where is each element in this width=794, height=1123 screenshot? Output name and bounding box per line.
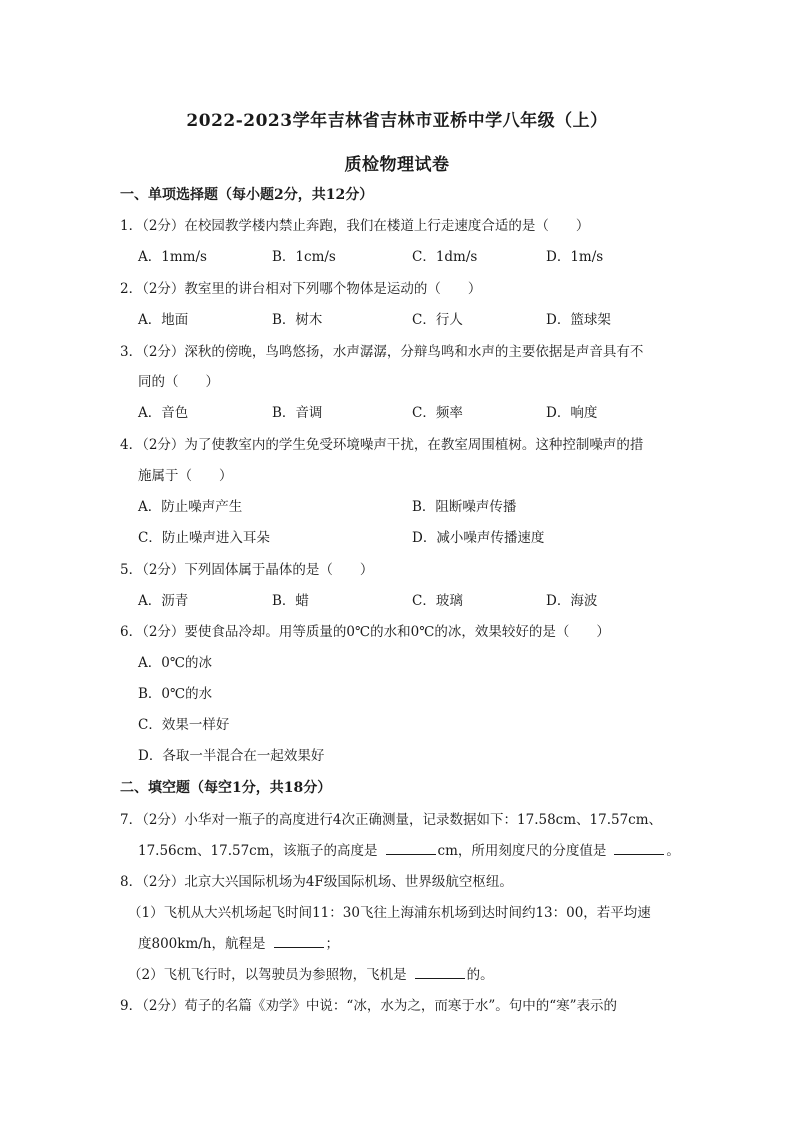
question-number: 6．	[120, 624, 143, 640]
question-text: （2分）为了使教室内的学生免受环境噪声干扰，在教室周围植树。这种控制噪声的措	[142, 437, 644, 453]
exam-title-line1: 2022-2023学年吉林省吉林市亚桥中学八年级（上）	[186, 111, 608, 131]
question-text: ；	[325, 936, 339, 952]
option-b: B．蜡	[272, 593, 309, 609]
option-d: D．减小噪声传播速度	[412, 530, 545, 546]
option-a: A．地面	[138, 312, 189, 328]
question-text: cm，所用刻度尺的分度值是	[437, 843, 607, 859]
question-text: （2分）在校园教学楼内禁止奔跑，我们在楼道上行走速度合适的是（ ）	[142, 218, 590, 234]
question-8-sub1: （1）飞机从大兴机场起飞时间11：30飞往上海浦东机场到达时间约13：00，若平均速	[128, 905, 651, 921]
option-c: C．效果一样好	[138, 717, 230, 733]
question-8	[120, 873, 513, 891]
question-number: 3．	[120, 344, 143, 360]
question-8-sub2	[128, 966, 494, 984]
question-text: （2）飞机飞行时，以驾驶员为参照物，飞机是	[128, 967, 407, 983]
option-d: D．篮球架	[546, 312, 611, 328]
question-3-continued: 同的（ ）	[138, 374, 219, 390]
question-7-continued	[138, 842, 680, 860]
question-text: （2分）下列固体属于晶体的是（ ）	[142, 562, 374, 578]
answer-blank[interactable]	[415, 966, 465, 979]
question-number: 1．	[120, 218, 143, 234]
option-d: D．响度	[546, 405, 598, 421]
question-number: 2．	[120, 281, 143, 297]
option-d: D．海波	[546, 593, 598, 609]
section-heading-choice: 一、单项选择题（每小题2分，共12分）	[120, 187, 374, 203]
question-8-sub1-continued	[138, 935, 339, 953]
question-7	[120, 811, 662, 829]
question-2	[120, 280, 481, 298]
question-number: 4．	[120, 437, 143, 453]
question-text: （2分）教室里的讲台相对下列哪个物体是运动的（ ）	[142, 281, 482, 297]
question-text: （2分）北京大兴国际机场为4F级国际机场、世界级航空枢纽。	[142, 874, 513, 890]
option-c: C．频率	[412, 405, 463, 421]
option-b: B．1cm/s	[272, 249, 336, 265]
question-4-continued: 施属于（ ）	[138, 468, 233, 484]
question-number: 8．	[120, 874, 143, 890]
question-text: 。	[666, 843, 680, 859]
question-text: 17.56cm、17.57cm，该瓶子的高度是	[138, 843, 378, 859]
option-b: B．0℃的水	[138, 686, 213, 702]
question-number: 9．	[120, 998, 143, 1014]
option-b: B．音调	[272, 405, 323, 421]
option-c: C．玻璃	[412, 593, 463, 609]
answer-blank[interactable]	[274, 935, 324, 948]
question-text: （2分）深秋的傍晚，鸟鸣悠扬，水声潺潺，分辩鸟鸣和水声的主要依据是声音具有不	[142, 344, 644, 360]
option-a: A．防止噪声产生	[138, 499, 243, 515]
option-d: D．1m/s	[546, 249, 604, 265]
option-a: A．0℃的冰	[138, 655, 212, 671]
option-b: B．阻断噪声传播	[412, 499, 517, 515]
exam-title-line2: 质检物理试卷	[344, 155, 450, 175]
question-text: （2分）要使食品冷却。用等质量的0℃的水和0℃的冰，效果较好的是（ ）	[142, 624, 610, 640]
answer-blank[interactable]	[386, 842, 436, 855]
question-6	[120, 623, 610, 641]
question-9	[120, 997, 617, 1015]
question-number: 7．	[120, 812, 143, 828]
question-text: 的。	[466, 967, 494, 983]
option-c: C．行人	[412, 312, 463, 328]
question-text: 度800km/h，航程是	[138, 936, 266, 952]
question-text: （2分）小华对一瓶子的高度进行4次正确测量，记录数据如下：17.58cm、17.57cm、	[142, 812, 663, 828]
question-3	[120, 343, 643, 361]
answer-blank[interactable]	[614, 842, 664, 855]
question-number: 5．	[120, 562, 143, 578]
question-1	[120, 217, 589, 235]
option-a: A．沥青	[138, 593, 189, 609]
option-b: B．树木	[272, 312, 323, 328]
option-a: A．音色	[138, 405, 189, 421]
option-d: D．各取一半混合在一起效果好	[138, 748, 325, 764]
question-4	[120, 436, 643, 454]
section-heading-fill: 二、填空题（每空1分，共18分）	[120, 780, 332, 796]
question-text: （2分）荀子的名篇《劝学》中说：“冰，水为之，而寒于水”。句中的“寒”表示的	[142, 998, 618, 1014]
option-c: C．防止噪声进入耳朵	[138, 530, 270, 546]
question-5	[120, 561, 373, 579]
option-c: C．1dm/s	[412, 249, 478, 265]
option-a: A．1mm/s	[138, 249, 207, 265]
